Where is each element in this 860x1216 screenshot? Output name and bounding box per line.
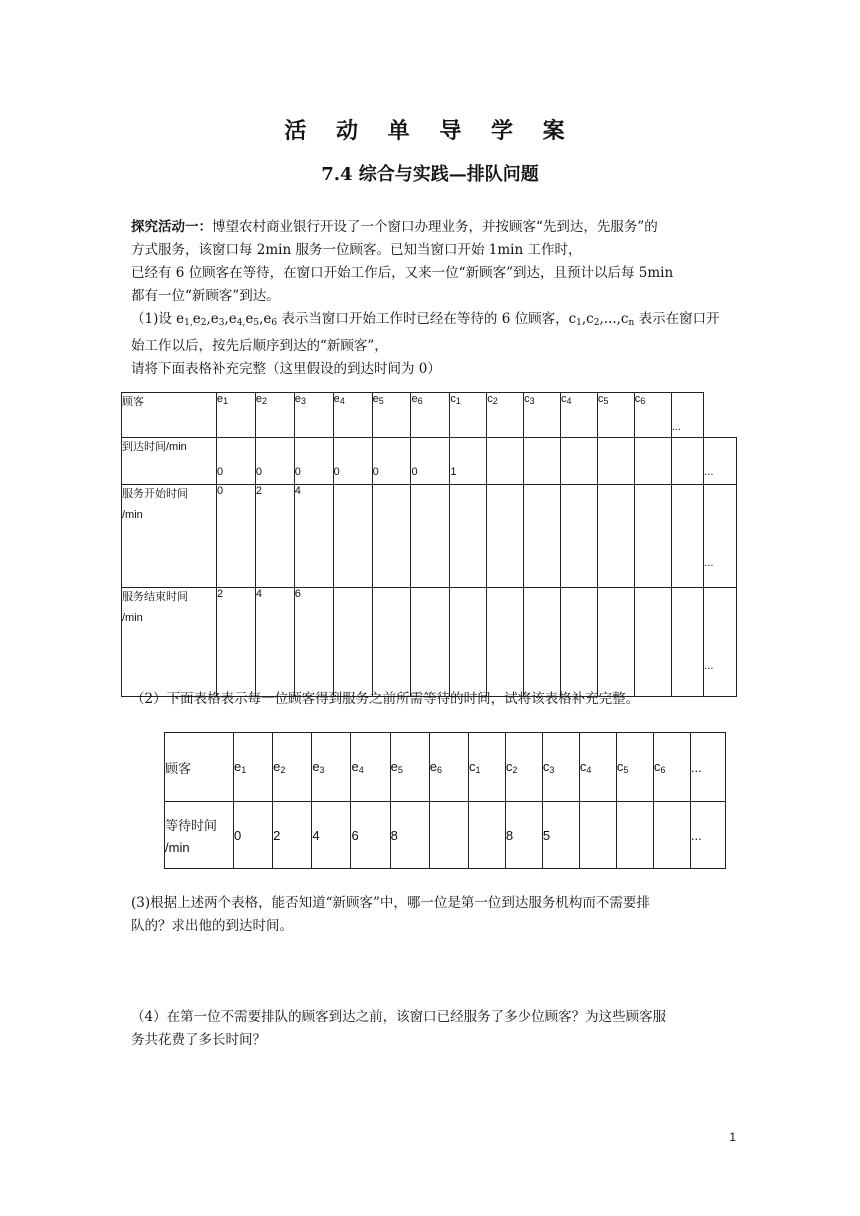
table1-cell (450, 485, 487, 588)
table1-cell: ... (704, 438, 737, 485)
page-title: 活 动 单 导 学 案 (284, 118, 576, 144)
table1-start-row (122, 485, 737, 588)
table2-cell (429, 802, 468, 869)
table1-header-cell: $c_1$ (450, 393, 487, 438)
table2-cell (616, 802, 653, 869)
question-1-line-2: 始工作以后，按先后顺序到达的“新顾客”， (131, 338, 388, 354)
table1-cell: 0 (217, 485, 256, 588)
table2-header-cell: $e_5$ (390, 733, 429, 802)
table1-cell (411, 485, 450, 588)
table1-cell (450, 588, 487, 697)
question-3 (131, 892, 731, 938)
table1-cell (487, 438, 524, 485)
question-1 (131, 308, 731, 381)
table1-cell (634, 588, 671, 697)
table1-cell (524, 588, 561, 697)
table1-row-label: 服务开始时间 /min (122, 485, 217, 588)
table1-arrival-row (122, 438, 737, 485)
table2-row-label: 等待时间 /min (165, 802, 234, 869)
table1-cell (372, 588, 411, 697)
table1-cell (671, 438, 704, 485)
waiting-time-table (164, 732, 726, 869)
activity-line-3: 已经有 6 位顾客在等待，在窗口开始工作后，又来一位“新顾客”到达，且预计以后每 5min (131, 265, 674, 281)
table1-cell (411, 588, 450, 697)
table1-cell (487, 588, 524, 697)
table1-end-row (122, 588, 737, 697)
table1-cell (561, 438, 598, 485)
table2-header-cell: $c_4$ (579, 733, 616, 802)
activity-label: 探究活动一： (131, 219, 212, 235)
table1-header-cell: $e_6$ (411, 393, 450, 438)
table2-header-row (165, 733, 726, 802)
table2-cell: 2 (273, 802, 312, 869)
table2-header-cell: $c_1$ (468, 733, 505, 802)
table2-cell: 0 (234, 802, 273, 869)
table1-cell (333, 588, 372, 697)
table1-cell: 4 (294, 485, 333, 588)
table1-cell: ... (704, 485, 737, 588)
table1-cell: 0 (372, 438, 411, 485)
question-1-line-1: （1)设 $e_{1,}e_2,e_3,e_{4,}e_5,e_6$ 表示当窗口开始工作时已经在等待的 6 位顾客，$c_1,c_2,...,c_n$ 表示在窗口开 (131, 311, 720, 328)
table1-cell: 0 (333, 438, 372, 485)
table1-header-cell: $c_5$ (597, 393, 634, 438)
activity-line-1: 探究活动一：博望农村商业银行开设了一个窗口办理业务，并按顾客“先到达，先服务”的 (131, 219, 658, 235)
table1-cell (524, 485, 561, 588)
table2-header-cell: $c_2$ (505, 733, 542, 802)
question-4-line-2: 务共花费了多长时间？ (131, 1032, 266, 1048)
table2-header-cell: $c_5$ (616, 733, 653, 802)
activity-line-2: 方式服务，该窗口每 2min 服务一位顾客。已知当窗口开始 1min 工作时， (131, 242, 582, 258)
table1-cell (671, 485, 704, 588)
table2-header-cell: $e_6$ (429, 733, 468, 802)
service-time-table (121, 392, 737, 697)
table1-header-cell: $e_2$ (255, 393, 294, 438)
table1-cell (524, 438, 561, 485)
table1-cell: 0 (255, 438, 294, 485)
question-4-line-1: （4）在第一位不需要排队的顾客到达之前，该窗口已经服务了多少位顾客？为这些顾客服 (131, 1009, 667, 1025)
question-3-line-2: 队的？求出他的到达时间。 (131, 918, 293, 934)
table2-cell: 8 (390, 802, 429, 869)
table2-cell (579, 802, 616, 869)
table1-cell: 6 (294, 588, 333, 697)
table2-cell: 6 (351, 802, 390, 869)
table1-header-cell: $c_2$ (487, 393, 524, 438)
table1-header-cell: $e_4$ (333, 393, 372, 438)
table1-cell (671, 588, 704, 697)
table1-cell (561, 485, 598, 588)
table2-header-cell: ... (690, 733, 725, 802)
table2-header-cell: $e_2$ (273, 733, 312, 802)
table2-cell (653, 802, 690, 869)
table2-header-cell: $e_1$ (234, 733, 273, 802)
page-subtitle: 7.4 综合与实践—排队问题 (321, 164, 539, 185)
table1-header-cell: 顾客 (122, 393, 217, 438)
table1-header-cell: ... (671, 393, 704, 438)
question-3-line-1: (3)根据上述两个表格，能否知道“新顾客”中，哪一位是第一位到达服务机构而不需要排 (131, 895, 650, 911)
table1-cell: 0 (294, 438, 333, 485)
table2-header-cell: $c_3$ (542, 733, 579, 802)
table1-header-cell: $c_3$ (524, 393, 561, 438)
page-number: 1 (729, 1130, 736, 1144)
table2-header-cell: $c_6$ (653, 733, 690, 802)
table1-row-label: 到达时间/min (122, 438, 217, 485)
table1-header-cell: $e_3$ (294, 393, 333, 438)
table1-cell (333, 485, 372, 588)
table2-cell: 8 (505, 802, 542, 869)
table1-cell (597, 438, 634, 485)
table2-wait-row (165, 802, 726, 869)
question-2: （2）下面表格表示每一位顾客得到服务之前所需等待的时间，试将该表格补充完整。 (131, 691, 640, 707)
table2-cell: 5 (542, 802, 579, 869)
table1-header-row (122, 393, 737, 438)
question-1-line-3: 请将下面表格补充完整（这里假设的到达时间为 0） (131, 361, 441, 377)
table1-cell (487, 485, 524, 588)
table1-cell (597, 485, 634, 588)
table1-cell: 1 (450, 438, 487, 485)
table1-cell (372, 485, 411, 588)
table1-cell: ... (704, 588, 737, 697)
table2-cell: ... (690, 802, 725, 869)
table1-header-cell: $c_4$ (561, 393, 598, 438)
table2-cell: 4 (312, 802, 351, 869)
table1-cell (597, 588, 634, 697)
table1-cell: 2 (217, 588, 256, 697)
table1-cell (634, 485, 671, 588)
table2-cell (468, 802, 505, 869)
table1-header-cell: $c_6$ (634, 393, 671, 438)
table1-cell: 0 (411, 438, 450, 485)
table1-header-cell: $e_5$ (372, 393, 411, 438)
question-4 (131, 1006, 731, 1052)
table2-header-cell: 顾客 (165, 733, 234, 802)
table1-cell (561, 588, 598, 697)
table1-cell: 4 (255, 588, 294, 697)
activity-line-4: 都有一位“新顾客”到达。 (131, 288, 280, 304)
table1-header-cell: $e_1$ (217, 393, 256, 438)
table1-cell: 2 (255, 485, 294, 588)
table2-header-cell: $e_4$ (351, 733, 390, 802)
table1-cell (634, 438, 671, 485)
table2-header-cell: $e_3$ (312, 733, 351, 802)
table1-cell: 0 (217, 438, 256, 485)
table1-row-label: 服务结束时间 /min (122, 588, 217, 697)
activity-paragraph (131, 216, 731, 308)
